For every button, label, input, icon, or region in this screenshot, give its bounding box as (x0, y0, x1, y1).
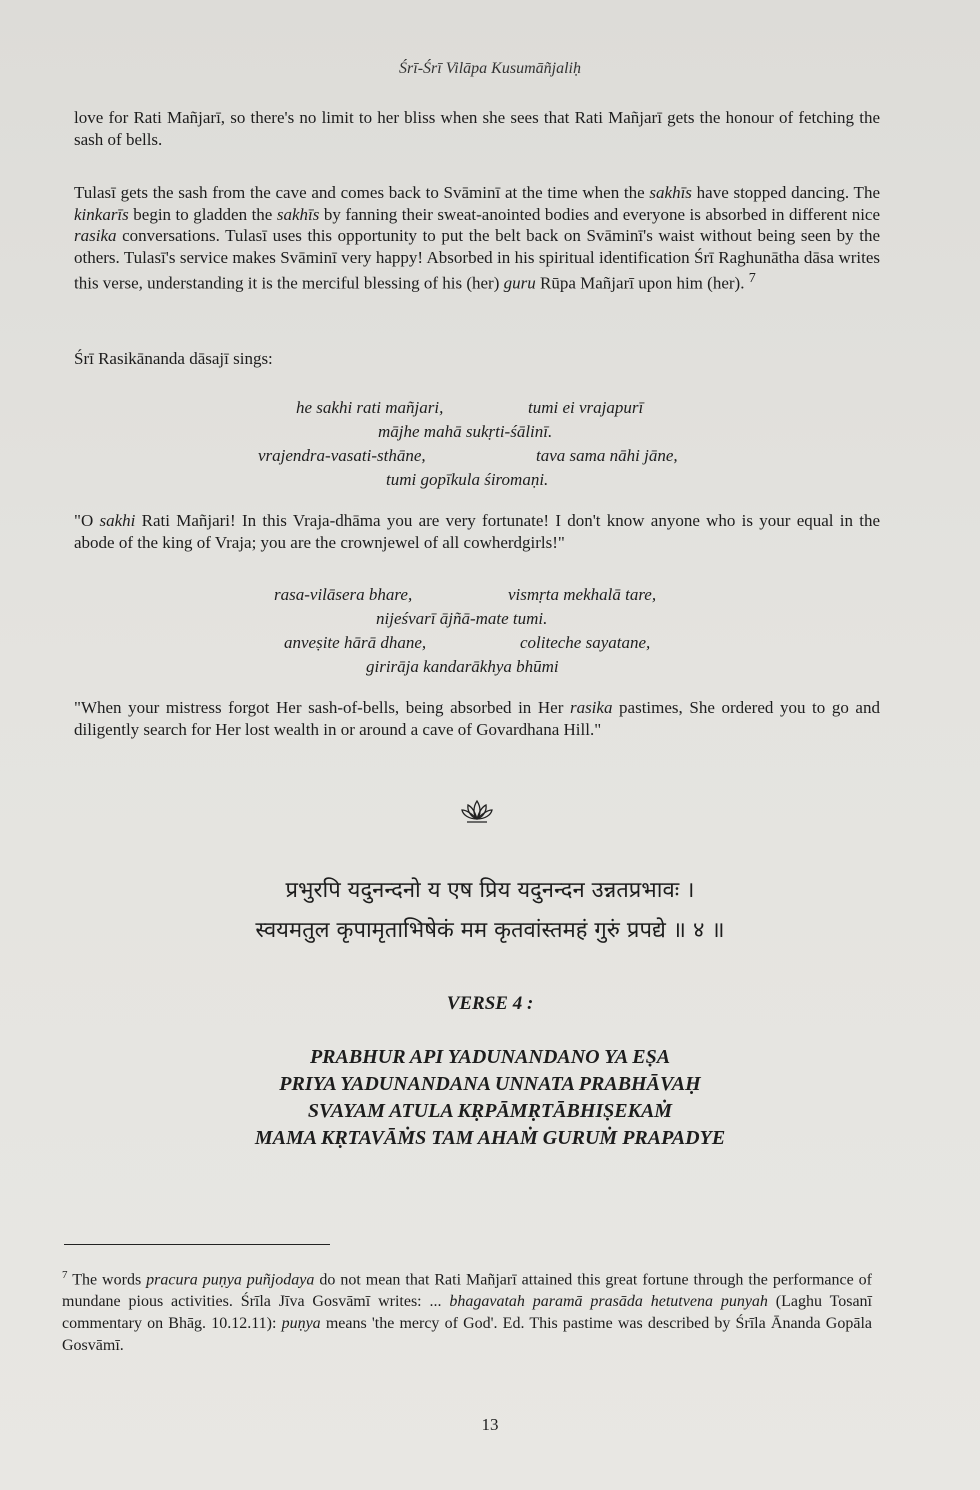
song-line: tava sama nāhi jāne, (536, 446, 678, 465)
footnote-reference[interactable]: 7 (748, 270, 756, 286)
song-line: vrajendra-vasati-sthāne, (258, 446, 426, 465)
verse-heading: VERSE 4 : (446, 993, 534, 1014)
paragraph-rasikananda-intro: Śrī Rasikānanda dāsajī sings: (74, 349, 273, 368)
footnote-7: $^7$ The words pracura puṇya puñjodaya do not mean that Rati Mañjarī attained this great fortune through the performance of mundane pious activities. Śrīla Jīva Gosvāmī writes: ... bhagavatah paramā prasāda hetutvena punyah (Laghu Tosanī commentary on Bhāg. 10.12.11): puṇya means 'the mercy of God'. Ed. This pastime was described by Śrīla Ānanda Gopāla Gosvāmī. (62, 1269, 873, 1355)
song-line: coliteche sayatane, (520, 633, 651, 652)
song-line: tumi ei vrajapurī (528, 398, 644, 417)
song-line: he sakhi rati mañjari, (296, 398, 444, 417)
paragraph-bliss: love for Rati Mañjarī, so there's no limit to her bliss when she sees that Rati Mañjarī gets the honour of fetching the sash of bells. (74, 108, 880, 149)
song-line: girirāja kandarākhya bhūmi (366, 657, 559, 676)
page-number: 13 (481, 1415, 499, 1434)
sanskrit-verse-line-2: स्वयमतुल कृपामृताभिषेकं मम कृतवांस्तमहं गुरुं प्रपद्ये ॥ ४ ॥ (255, 918, 725, 943)
paragraph-translation-1: "O sakhi Rati Mañjari! In this Vraja-dhāma you are very fortunate! I don't know anyone who is your equal in the abode of the king of Vraja; you are the crownjewel of all cowherdgirls!" (74, 511, 881, 552)
bengali-song-stanza-2 (0, 583, 980, 679)
paragraph-translation-2: "When your mistress forgot Her sash-of-bells, being absorbed in Her rasika pastimes, She ordered you to go and diligently search for Her lost wealth in or around a cave of Govardhana Hill." (74, 698, 880, 739)
paragraph-tulasi-sash: Tulasī gets the sash from the cave and comes back to Svāminī at the time when the sakhīs have stopped dancing. The kinkarīs begin to gladden the sakhīs by fanning their sweat-anointed bodies and everyone is absorbed in different nice rasika conversations. Tulasī uses this opportunity to put the belt back on Svāminī's waist without being seen by the others. Tulasī's service makes Svāminī very happy! Absorbed in his spiritual identification Śrī Raghunātha dāsa writes this verse, understanding it is the merciful blessing of his (her) guru Rūpa Mañjarī upon him (her). $^7$ (74, 183, 881, 293)
bengali-song-stanza-1 (0, 396, 980, 492)
song-line: vismṛta mekhalā tare, (508, 585, 657, 604)
running-header: Śrī-Śrī Vilāpa Kusumāñjaliḥ (399, 60, 581, 77)
song-line: rasa-vilāsera bhare, (274, 585, 413, 604)
transliteration-line: PRIYA YADUNANDANA UNNATA PRABHĀVAḤ (279, 1073, 701, 1095)
transliteration-line: MAMA KṚTAVĀṀS TAM AHAṀ GURUṀ PRAPADYE (254, 1127, 726, 1149)
transliteration-line: PRABHUR API YADUNANDANO YA EṢA (309, 1046, 671, 1068)
song-line: anveṣite hārā dhane, (284, 633, 427, 652)
lotus-icon (459, 797, 495, 825)
song-line: tumi gopīkula śiromaṇi. (386, 470, 549, 489)
transliteration-line: SVAYAM ATULA KṚPĀMṚTĀBHIṢEKAṀ (307, 1100, 673, 1122)
footnote-divider (64, 1244, 330, 1245)
song-line: mājhe mahā sukṛti-śālinī. (378, 422, 553, 441)
sanskrit-verse-line-1: प्रभुरपि यदुनन्दनो य एष प्रिय यदुनन्दन उन्नतप्रभावः । (285, 878, 695, 903)
verse-transliteration (0, 1044, 980, 1152)
song-line: nijeśvarī ājñā-mate tumi. (376, 609, 548, 628)
